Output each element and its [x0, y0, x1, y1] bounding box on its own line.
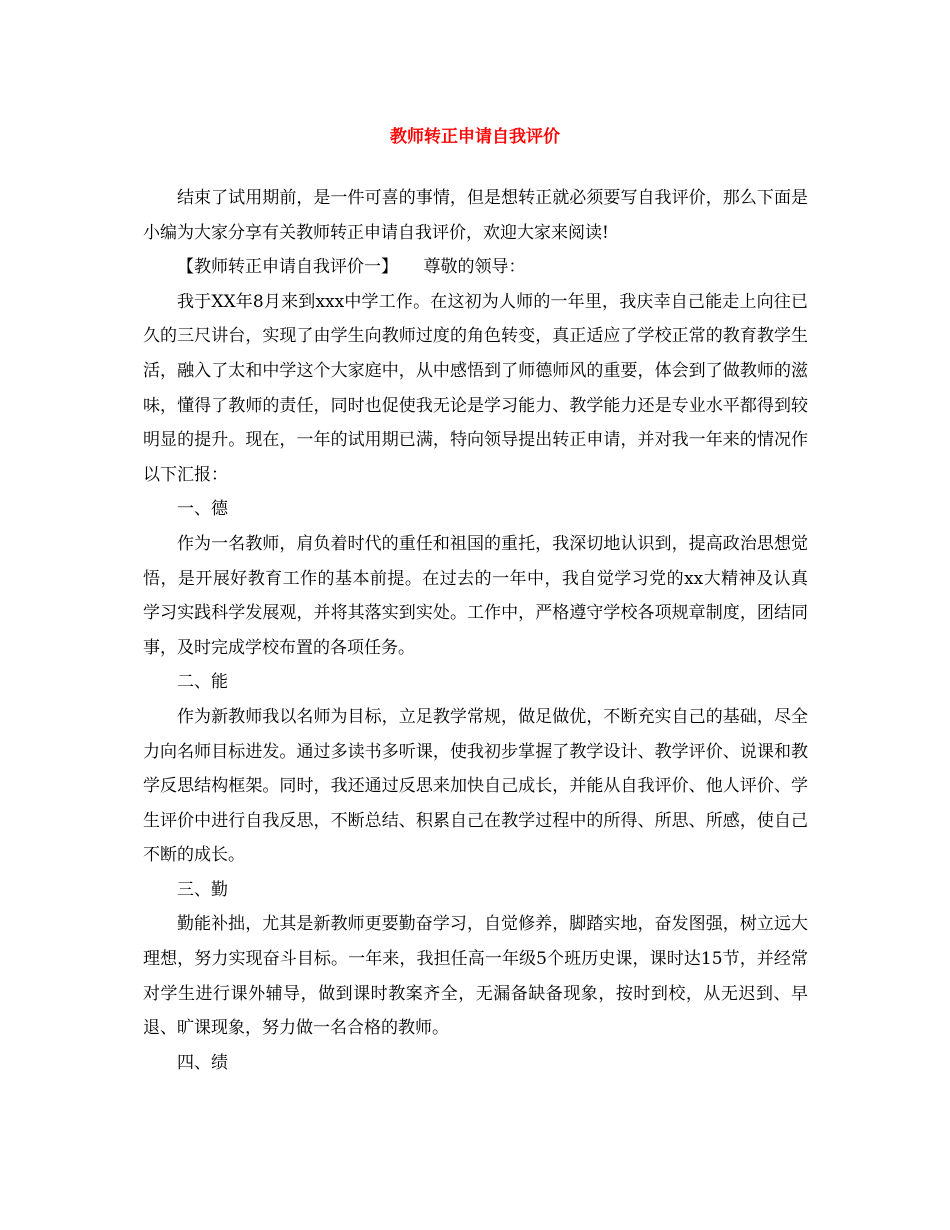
- section-paragraph-neng: 作为新教师我以名师为目标，立足教学常规，做足做优，不断充实自己的基础，尽全力向名师目标进发。通过多读书多听课，使我初步掌握了教学设计、教学评价、说课和教学反思结构框架。同时，我还通过反思来加快自己成长，并能从自我评价、他人评价、学生评价中进行自我反思，不断总结、积累自己在教学过程中的所得、所思、所感，使自己不断的成长。: [143, 706, 808, 866]
- section-paragraph-de: 作为一名教师，肩负着时代的重任和祖国的重托，我深切地认识到，提高政治思想觉悟，是开展好教育工作的基本前提。在过去的一年中，我自觉学习党的xx大精神及认真学习实践科学发展观，并将其落实到实处。工作中，严格遵守学校各项规章制度，团结同事，及时完成学校布置的各项任务。: [143, 533, 808, 658]
- section-heading-neng: 二、能: [177, 672, 228, 693]
- opening-paragraph: 我于XX年8月来到xxx中学工作。在这初为人师的一年里，我庆幸自己能走上向往已久的三尺讲台，实现了由学生向教师过度的角色转变，真正适应了学校正常的教育教学生活，融入了太和中学这个大家庭中，从中感悟到了师德师风的重要，体会到了做教师的滋味，懂得了教师的责任，同时也促使我无论是学习能力、教学能力还是专业水平都得到较明显的提升。现在，一年的试用期已满，特向领导提出转正申请，并对我一年来的情况作以下汇报：: [143, 291, 808, 485]
- document-body: [143, 181, 808, 1080]
- section-heading-de: 一、德: [177, 499, 228, 520]
- section-heading-ji: 四、绩: [177, 1052, 228, 1073]
- section-paragraph-qin: 勤能补拙，尤其是新教师更要勤奋学习，自觉修养，脚踏实地，奋发图强，树立远大理想，努力实现奋斗目标。一年来，我担任高一年级5个班历史课，课时达15节，并经常对学生进行课外辅导，做到课时教案齐全，无漏备缺备现象，按时到校，从无迟到、早退、旷课现象，努力做一名合格的教师。: [143, 914, 808, 1039]
- section-header: 【教师转正申请自我评价一】 尊敬的领导：: [177, 257, 526, 278]
- section-heading-qin: 三、勤: [177, 879, 228, 900]
- document-title: 教师转正申请自我评价: [390, 127, 560, 147]
- intro-paragraph: 结束了试用期前，是一件可喜的事情，但是想转正就必须要写自我评价，那么下面是小编为大家分享有关教师转正申请自我评价，欢迎大家来阅读!: [143, 188, 808, 243]
